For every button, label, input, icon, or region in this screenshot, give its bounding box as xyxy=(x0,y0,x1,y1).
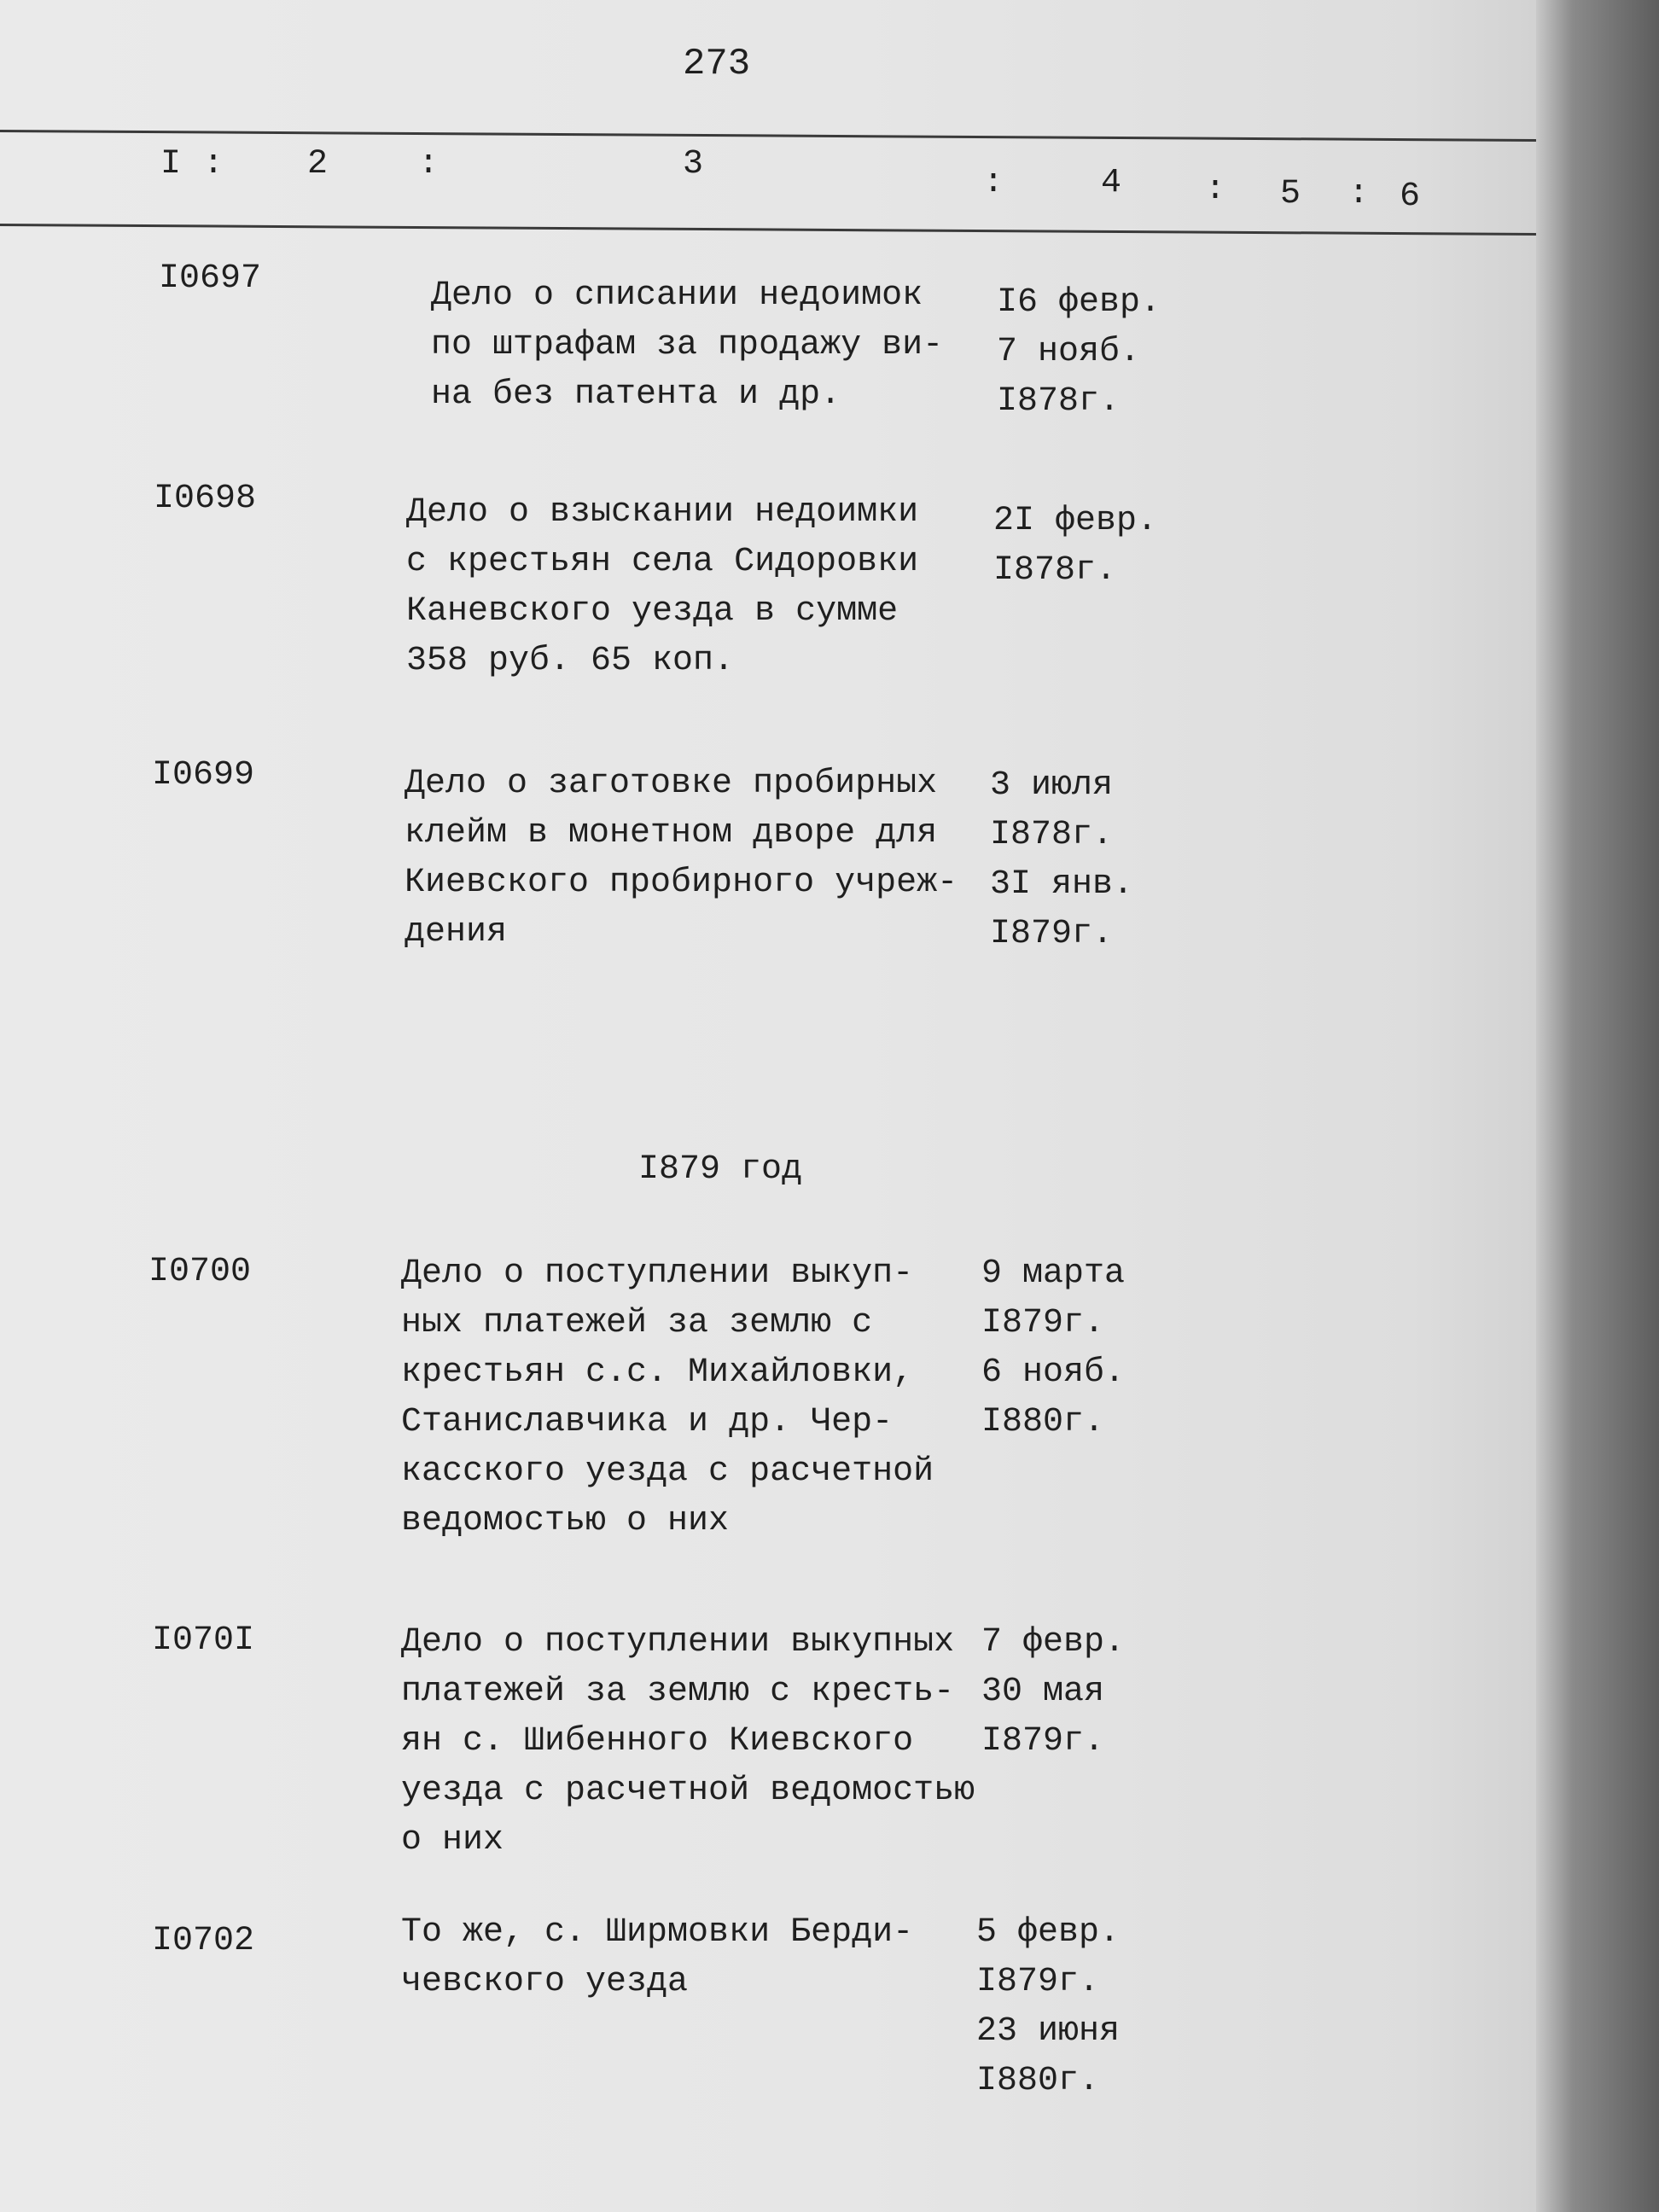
entry-description: Дело о поступлении выкупных платежей за землю с кресть- ян с. Шибенного Киевского уезда с расчетной ведомостью о них xyxy=(401,1623,975,1860)
entry-dates: 2I февр. I878г. xyxy=(993,502,1158,590)
column-header-4: 4 xyxy=(1101,164,1122,202)
column-header-6: 6 xyxy=(1400,178,1421,216)
entry-dates: 3 июля I878г. 3I янв. I879г. xyxy=(990,766,1134,953)
entry-description: Дело о списании недоимок по штрафам за продажу ви- на без патента и др. xyxy=(431,276,944,414)
header-top-rule xyxy=(0,130,1536,142)
entry-dates: I6 февр. 7 нояб. I878г. xyxy=(997,283,1161,421)
page-edge-shadow xyxy=(1536,0,1659,2212)
entry-number: I0697 xyxy=(159,259,262,298)
entry-dates: 9 марта I879г. 6 нояб. I880г. xyxy=(981,1254,1126,1441)
entry-dates: 5 февр. I879г. 23 июня I880г. xyxy=(976,1913,1121,2100)
entry-description: То же, с. Ширмовки Берди- чевского уезда xyxy=(401,1913,914,2001)
column-separator: : xyxy=(1205,171,1226,209)
year-heading: I879 год xyxy=(638,1150,803,1189)
entry-number: I070I xyxy=(152,1621,255,1660)
column-separator: : xyxy=(203,145,224,183)
entry-number: I0700 xyxy=(148,1253,252,1291)
page-number: 273 xyxy=(683,43,751,85)
entry-description: Дело о поступлении выкуп- ных платежей за землю с крестьян с.с. Михайловки, Станиславчика и др. Чер- касского уезда с расчетной ведомостью о них xyxy=(401,1254,934,1540)
column-header-3: 3 xyxy=(683,145,704,183)
entry-number: I0702 xyxy=(152,1922,255,1960)
entry-description: Дело о заготовке пробирных клейм в монетном дворе для Киевского пробирного учреж- дения xyxy=(405,765,958,952)
entry-description: Дело о взыскании недоимки с крестьян села Сидоровки Каневского уезда в сумме 358 руб. 65 коп. xyxy=(406,493,919,680)
entry-number: I0698 xyxy=(154,480,257,518)
column-separator: : xyxy=(418,145,439,183)
column-header-1: I xyxy=(160,145,182,183)
entry-number: I0699 xyxy=(152,756,255,795)
header-bottom-rule xyxy=(0,224,1536,236)
column-header-5: 5 xyxy=(1280,175,1301,213)
column-separator: : xyxy=(1348,175,1370,213)
entry-dates: 7 февр. 30 мая I879г. xyxy=(981,1623,1126,1761)
column-header-2: 2 xyxy=(307,145,329,183)
column-separator: : xyxy=(983,164,1004,202)
